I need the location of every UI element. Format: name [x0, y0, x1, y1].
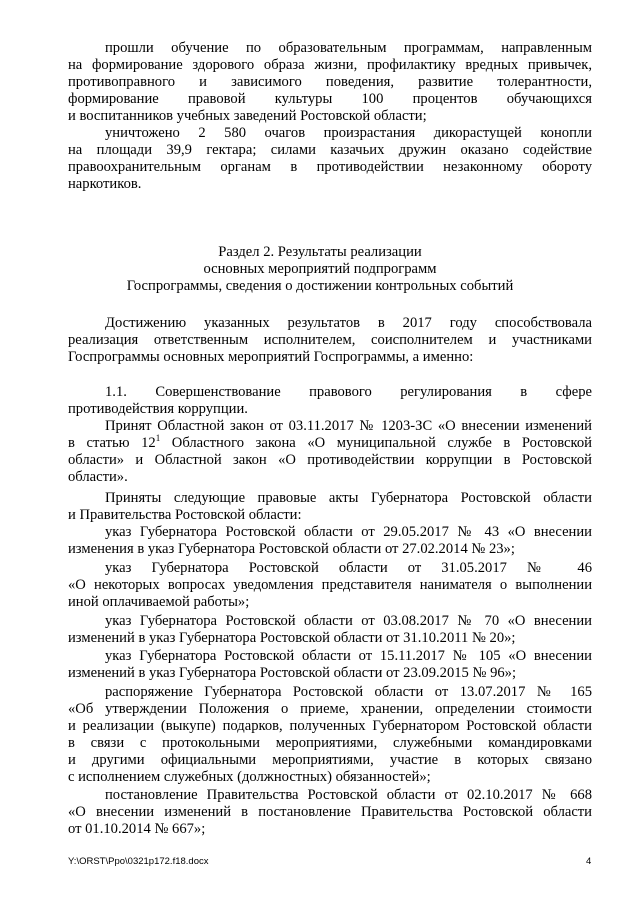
paragraph-line: формирование правовой культуры 100 процентов обучающихся [68, 91, 592, 107]
paragraph-line: правоохранительным органам в противодействии незаконному обороту [68, 159, 592, 175]
text-run: в статью 12 [68, 435, 156, 451]
paragraph-line: на площади 39,9 гектара; силами казачьих дружин оказано содействие [68, 142, 592, 158]
subsection-heading: противодействия коррупции. [68, 401, 248, 417]
paragraph-line: с исполнением служебных (должностных) обязанностей»; [68, 769, 431, 785]
subsection-heading: 1.1. Совершенствование правового регулирования в сфере [105, 384, 592, 400]
section-title: Госпрограммы, сведения о достижении контрольных событий [126, 278, 514, 294]
page-number: 4 [586, 856, 592, 867]
paragraph-line: изменений в указ Губернатора Ростовской области от 23.09.2015 № 96»; [68, 665, 517, 681]
section-title: основных мероприятий подпрограмм [203, 261, 437, 277]
paragraph-line: от 01.10.2014 № 667»; [68, 821, 206, 837]
paragraph-line: и другими официальными мероприятиями, участие в которых связано [68, 752, 592, 768]
paragraph-line: изменения в указ Губернатора Ростовской области от 27.02.2014 № 23»; [68, 541, 515, 557]
paragraph-line: и Правительства Ростовской области: [68, 507, 302, 523]
paragraph-line: указ Губернатора Ростовской области от 29.05.2017 № 43 «О внесении [105, 524, 592, 540]
paragraph-line: указ Губернатора Ростовской области от 15.11.2017 № 105 «О внесении [105, 648, 592, 664]
paragraph-line: в связи с протокольными мероприятиями, служебными командировками [68, 735, 592, 751]
paragraph-line: противоправного и зависимого поведения, развитие толерантности, [68, 74, 592, 90]
paragraph-line: прошли обучение по образовательным программам, направленным [105, 40, 592, 56]
paragraph-line: изменений в указ Губернатора Ростовской области от 31.10.2011 № 20»; [68, 630, 516, 646]
paragraph-line: постановление Правительства Ростовской области от 02.10.2017 № 668 [105, 787, 592, 803]
paragraph-line: Принят Областной закон от 03.11.2017 № 1203-ЗС «О внесении изменений [105, 418, 592, 434]
paragraph-line: Госпрограммы основных мероприятий Госпрограммы, а именно: [68, 349, 474, 365]
paragraph-line: области». [68, 469, 128, 485]
paragraph-line: иной оплачиваемой работы»; [68, 594, 250, 610]
paragraph-line: на формирование здорового образа жизни, профилактику вредных привычек, [68, 57, 592, 73]
paragraph-line: «Об утверждении Положения о приеме, хранении, определении стоимости [68, 701, 592, 717]
paragraph-line: области» и Областной закон «О противодействии коррупции в Ростовской [68, 452, 592, 468]
paragraph-line: уничтожено 2 580 очагов произрастания дикорастущей конопли [105, 125, 592, 141]
paragraph-line: и воспитанников учебных заведений Ростовской области; [68, 108, 427, 124]
paragraph-line: «О внесении изменений в постановление Правительства Ростовской области [68, 804, 592, 820]
paragraph-line: Приняты следующие правовые акты Губернатора Ростовской области [105, 490, 592, 506]
paragraph-line: и реализации (выкупе) подарков, полученных Губернатором Ростовской области [68, 718, 592, 734]
paragraph-line: распоряжение Губернатора Ростовской области от 13.07.2017 № 165 [105, 684, 592, 700]
paragraph-line [68, 435, 592, 451]
section-title: Раздел 2. Результаты реализации [218, 244, 422, 260]
paragraph-line: реализация ответственным исполнителем, соисполнителем и участниками [68, 332, 592, 348]
paragraph-line: Достижению указанных результатов в 2017 году способствовала [105, 315, 592, 331]
paragraph-line: наркотиков. [68, 176, 142, 192]
paragraph-line: указ Губернатора Ростовской области от 03.08.2017 № 70 «О внесении [105, 613, 592, 629]
text-run: Областного закона «О муниципальной службе в Ростовской [160, 435, 592, 451]
footer-file-path: Y:\ORST\Ppo\0321p172.f18.docx [68, 856, 209, 867]
paragraph-line: «О некоторых вопросах уведомления представителя нанимателя о выполнении [68, 577, 592, 593]
superscript: 1 [155, 433, 161, 444]
paragraph-line: указ Губернатора Ростовской области от 31.05.2017 № 46 [105, 560, 592, 576]
